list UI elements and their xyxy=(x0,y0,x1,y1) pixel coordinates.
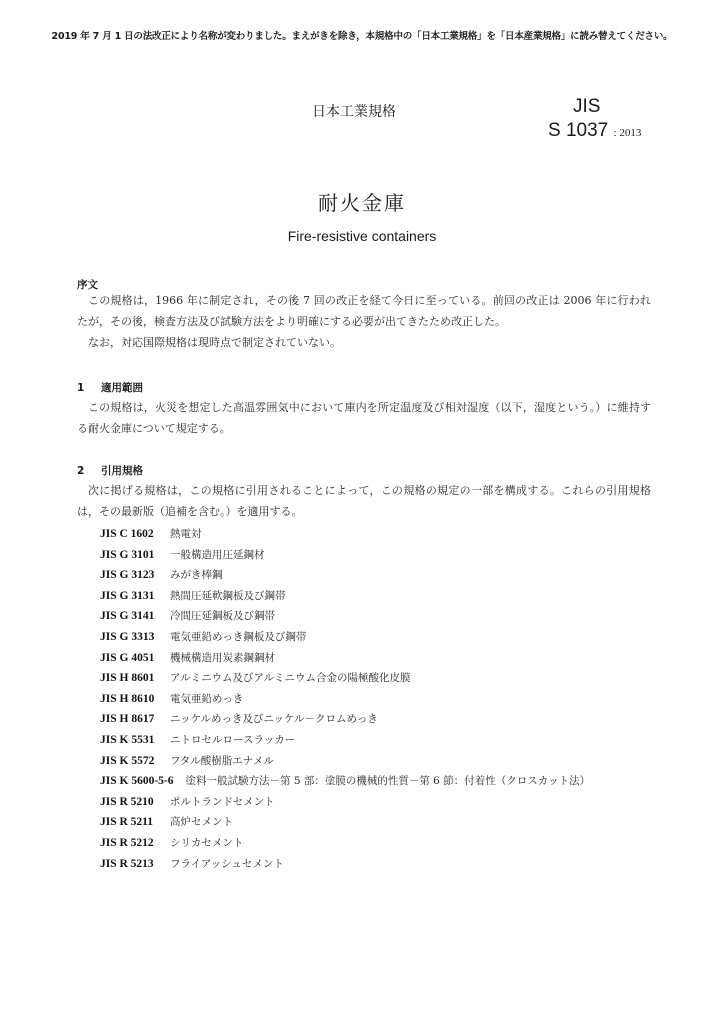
jis-label: JIS xyxy=(573,96,601,117)
standard-code: S 1037 xyxy=(548,120,609,141)
reference-code: JIS R 5213 xyxy=(100,857,154,870)
section-2-heading xyxy=(77,463,143,478)
preface-body xyxy=(77,290,651,353)
name-change-notice: 2019 年 7 月 1 日の法改正により名称が変わりました。まえがきを除き，本規格中の「日本工業規格」を「日本産業規格」に読み替えてください。 xyxy=(51,31,673,42)
section-2-text: 次に掲げる規格は，この規格に引用されることによって，この規格の規定の一部を構成する。これらの引用規格は，その最新版（追補を含む。）を適用する。 xyxy=(77,484,651,518)
reference-title: ニッケルめっき及びニッケル－クロムめっき xyxy=(170,713,378,726)
reference-code: JIS R 5210 xyxy=(100,795,154,808)
section-number: 2 xyxy=(77,465,85,477)
section-title: 適用範囲 xyxy=(101,382,143,394)
reference-title: フタル酸樹脂エナメル xyxy=(170,754,274,767)
reference-title: 熱間圧延軟鋼板及び鋼帯 xyxy=(170,589,286,602)
document-title-japanese: 耐火金庫 xyxy=(318,191,406,215)
section-1-heading xyxy=(77,380,143,395)
reference-code: JIS H 8617 xyxy=(100,713,155,726)
reference-title: ニトロセルロースラッカー xyxy=(170,733,296,746)
section-number: 1 xyxy=(77,382,85,394)
reference-title: 冷間圧延鋼板及び鋼帯 xyxy=(170,610,275,623)
reference-code: JIS R 5211 xyxy=(100,816,154,829)
reference-code: JIS K 5572 xyxy=(100,754,155,767)
reference-code: JIS G 3101 xyxy=(100,548,155,561)
reference-title: みがき棒鋼 xyxy=(170,569,223,582)
reference-item xyxy=(100,567,590,588)
reference-item xyxy=(100,732,590,753)
reference-code: JIS G 3141 xyxy=(100,610,155,623)
reference-code: JIS H 8601 xyxy=(100,672,155,685)
standard-year: : 2013 xyxy=(613,127,642,139)
reference-item xyxy=(100,588,590,609)
standard-number xyxy=(548,120,641,142)
standard-type: 日本工業規格 xyxy=(312,104,396,120)
reference-title: 電気亜鉛めっき xyxy=(170,692,244,705)
reference-code: JIS K 5600-5-6 xyxy=(100,775,174,788)
reference-title: アルミニウム及びアルミニウム合金の陽極酸化皮膜 xyxy=(170,672,411,685)
section-1-body xyxy=(77,397,651,439)
reference-title: 電気亜鉛めっき鋼板及び鋼帯 xyxy=(170,630,307,643)
reference-item xyxy=(100,814,590,835)
reference-item xyxy=(100,794,590,815)
reference-title: 高炉セメント xyxy=(170,816,233,829)
reference-item xyxy=(100,547,590,568)
section-2-body xyxy=(77,480,651,522)
normative-references-list xyxy=(100,526,590,876)
reference-item xyxy=(100,856,590,877)
reference-code: JIS H 8610 xyxy=(100,692,155,705)
reference-title: 一般構造用圧延鋼材 xyxy=(170,548,265,561)
preface-paragraph: なお，対応国際規格は現時点で制定されていない。 xyxy=(88,336,341,349)
section-1-text: この規格は，火災を想定した高温雰囲気中において庫内を所定温度及び相対湿度（以下，湿度という。）に維持する耐火金庫について規定する。 xyxy=(77,401,651,435)
reference-code: JIS G 3123 xyxy=(100,569,155,582)
reference-item xyxy=(100,691,590,712)
reference-code: JIS G 3131 xyxy=(100,589,155,602)
reference-title: ポルトランドセメント xyxy=(170,795,275,808)
reference-code: JIS R 5212 xyxy=(100,836,154,849)
reference-item xyxy=(100,835,590,856)
reference-item xyxy=(100,526,590,547)
reference-title: 熱電対 xyxy=(170,528,202,540)
section-title: 引用規格 xyxy=(101,465,143,477)
reference-item xyxy=(100,670,590,691)
preface-heading: 序文 xyxy=(77,279,98,291)
reference-code: JIS G 3313 xyxy=(100,630,155,643)
preface-paragraph: この規格は，1966 年に制定され，その後 7 回の改正を経て今日に至っている。前回の改正は 2006 年に行われたが，その後，検査方法及び試験方法をより明確にする必要が出てきたため改正した。 xyxy=(77,294,651,328)
reference-title: シリカセメント xyxy=(170,836,244,849)
reference-code: JIS G 4051 xyxy=(100,651,155,664)
reference-item xyxy=(100,650,590,671)
reference-item xyxy=(100,753,590,774)
reference-item xyxy=(100,629,590,650)
document-title-english: Fire-resistive containers xyxy=(287,228,437,244)
reference-title: 機械構造用炭素鋼鋼材 xyxy=(170,651,275,664)
reference-item xyxy=(100,711,590,732)
reference-item xyxy=(100,773,590,794)
reference-item xyxy=(100,608,590,629)
reference-code: JIS C 1602 xyxy=(100,528,154,540)
reference-title: フライアッシュセメント xyxy=(170,857,284,870)
reference-code: JIS K 5531 xyxy=(100,733,155,746)
reference-title: 塗料一般試験方法－第 5 部：塗膜の機械的性質－第 6 節：付着性（クロスカット法） xyxy=(185,775,591,788)
